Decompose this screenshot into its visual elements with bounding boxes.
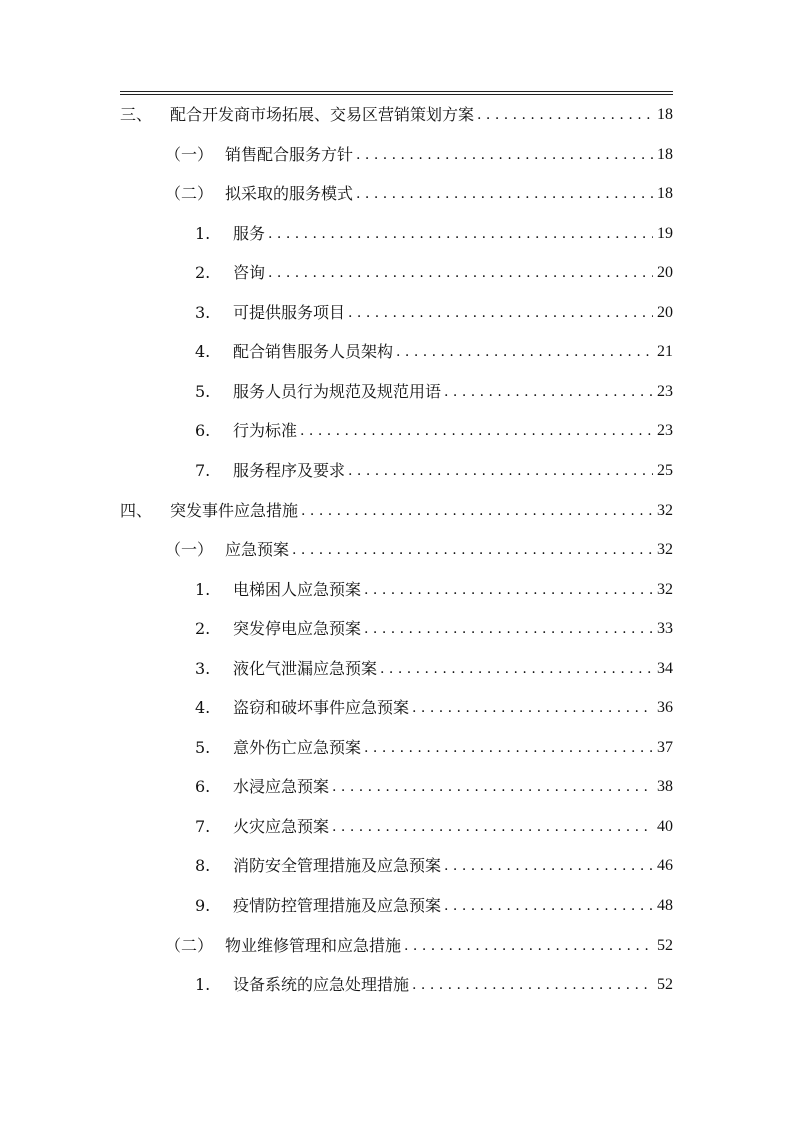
toc-entry-title: 液化气泄漏应急预案 [233, 658, 378, 678]
toc-dot-leader [396, 342, 653, 362]
toc-entry-page: 18 [657, 185, 673, 203]
toc-entry-number: （一） [165, 144, 214, 164]
toc-entry[interactable] [195, 334, 673, 370]
toc-entry-title: 疫情防控管理措施及应急预案 [233, 896, 442, 915]
toc-entry[interactable] [195, 611, 673, 647]
toc-entry-page: 18 [657, 106, 673, 123]
toc-entry-title: 电梯困人应急预案 [233, 579, 362, 599]
toc-entry[interactable] [195, 216, 673, 252]
toc-entry-title: 火灾应急预案 [233, 816, 330, 836]
toc-entry[interactable] [165, 532, 673, 568]
toc-entry-page: 34 [657, 659, 673, 677]
toc-dot-leader [292, 540, 653, 560]
toc-entry[interactable] [120, 97, 673, 133]
toc-entry-page: 52 [657, 936, 673, 954]
toc-entry-title: 配合销售服务人员架构 [233, 342, 394, 362]
toc-entry[interactable] [195, 730, 673, 766]
toc-entry-page: 32 [657, 580, 673, 598]
toc-entry[interactable] [195, 374, 673, 410]
toc-entry-number: 四、 [120, 500, 153, 520]
toc-entry-page: 23 [657, 422, 673, 440]
toc-entry-title: 可提供服务项目 [233, 302, 346, 322]
toc-entry-number: 5. [195, 381, 211, 401]
header-rule-bottom [120, 94, 673, 95]
toc-entry-title: 销售配合服务方针 [225, 144, 354, 164]
toc-entry-number: （二） [165, 184, 214, 204]
toc-entry-number: （一） [165, 540, 214, 560]
toc-entry-title: 消防安全管理措施及应急预案 [233, 856, 442, 876]
toc-dot-leader [356, 145, 653, 165]
toc-entry-number: 9. [195, 896, 211, 915]
toc-entry-number: 7. [195, 816, 211, 836]
toc-entry-number: 1. [195, 223, 211, 243]
toc-entry[interactable] [120, 493, 673, 529]
header-rule-top [120, 91, 673, 92]
toc-dot-leader [300, 421, 653, 441]
toc-dot-leader [332, 777, 653, 797]
toc-entry-page: 52 [657, 976, 673, 994]
toc-entry-title: 应急预案 [225, 540, 290, 560]
toc-entry-number: 6. [195, 421, 211, 441]
toc-entry-title: 服务程序及要求 [233, 460, 346, 480]
toc-entry-title: 盗窃和破坏事件应急预案 [233, 698, 410, 718]
toc-entry[interactable] [195, 255, 673, 291]
toc-entry[interactable] [195, 572, 673, 608]
toc-dot-leader [364, 738, 653, 758]
toc-entry-title: 物业维修管理和应急措施 [225, 935, 402, 955]
toc-entry[interactable] [195, 967, 673, 1003]
toc-entry-number: 三、 [120, 105, 153, 124]
toc-entry-page: 48 [657, 897, 673, 914]
toc-entry[interactable] [165, 928, 673, 964]
toc-entry-title: 配合开发商市场拓展、交易区营销策划方案 [170, 105, 475, 124]
toc-entry-page: 32 [657, 501, 673, 519]
toc-dot-leader [364, 580, 653, 600]
toc-entry-number: 3. [195, 302, 211, 322]
toc-entry-page: 20 [657, 264, 673, 282]
toc-entry-page: 33 [657, 620, 673, 638]
toc-entry[interactable] [195, 651, 673, 687]
toc-dot-leader [348, 461, 653, 481]
toc-entry-number: 4. [195, 342, 211, 362]
toc-entry-title: 突发事件应急措施 [170, 500, 299, 520]
toc-entry-title: 咨询 [233, 263, 266, 283]
toc-entry-title: 设备系统的应急处理措施 [233, 975, 410, 995]
toc-entry[interactable] [195, 848, 673, 884]
toc-dot-leader [412, 975, 653, 995]
toc-entry-number: 2. [195, 619, 211, 639]
toc-entry-title: 意外伤亡应急预案 [233, 737, 362, 757]
toc-entry-title: 水浸应急预案 [233, 777, 330, 797]
toc-entry-page: 46 [657, 857, 673, 875]
toc-entry[interactable] [165, 176, 673, 212]
toc-entry-title: 拟采取的服务模式 [225, 184, 354, 204]
toc-entry-page: 37 [657, 738, 673, 756]
toc-entry-number: 8. [195, 856, 211, 876]
toc-entry[interactable] [195, 809, 673, 845]
toc-entry-number: 2. [195, 263, 211, 283]
toc-entry-number: 1. [195, 579, 211, 599]
toc-dot-leader [444, 382, 653, 402]
toc-dot-leader [332, 817, 653, 837]
toc-entry[interactable] [195, 413, 673, 449]
toc-entry[interactable] [195, 769, 673, 805]
toc-entry[interactable] [195, 888, 673, 924]
toc-entry[interactable] [195, 690, 673, 726]
toc-entry[interactable] [195, 453, 673, 489]
toc-entry-number: 5. [195, 737, 211, 757]
toc-dot-leader [444, 856, 653, 876]
toc-entry-number: 6. [195, 777, 211, 797]
toc-dot-leader [268, 224, 653, 244]
toc-entry-page: 25 [657, 461, 673, 479]
toc-entry-page: 40 [657, 817, 673, 835]
toc-entry-number: 3. [195, 658, 211, 678]
toc-entry-title: 行为标准 [233, 421, 298, 441]
toc-dot-leader [404, 936, 653, 956]
toc-entry-page: 23 [657, 382, 673, 400]
toc-dot-leader [356, 184, 653, 204]
toc-dot-leader [364, 619, 653, 639]
toc-dot-leader [380, 659, 653, 679]
toc-entry-number: 7. [195, 460, 211, 480]
toc-entry-page: 38 [657, 778, 673, 796]
toc-dot-leader [268, 263, 653, 283]
toc-entry-number: 1. [195, 975, 211, 995]
toc-entry-title: 服务人员行为规范及规范用语 [233, 381, 442, 401]
toc-dot-leader [477, 105, 653, 125]
toc-entry-page: 19 [657, 224, 673, 242]
toc-entry[interactable] [195, 295, 673, 331]
toc-entry-title: 突发停电应急预案 [233, 619, 362, 639]
toc-dot-leader [301, 501, 653, 521]
toc-entry-page: 36 [657, 699, 673, 717]
toc-entry-page: 18 [657, 145, 673, 163]
toc-dot-leader [348, 303, 653, 323]
toc-entry-page: 21 [657, 343, 673, 361]
toc-dot-leader [412, 698, 653, 718]
toc-entry-number: （二） [165, 935, 214, 955]
toc-entry-page: 20 [657, 303, 673, 321]
toc-dot-leader [444, 896, 653, 916]
toc-entry[interactable] [165, 137, 673, 173]
toc-entry-page: 32 [657, 541, 673, 559]
toc-entry-title: 服务 [233, 223, 266, 243]
toc-entry-number: 4. [195, 698, 211, 718]
